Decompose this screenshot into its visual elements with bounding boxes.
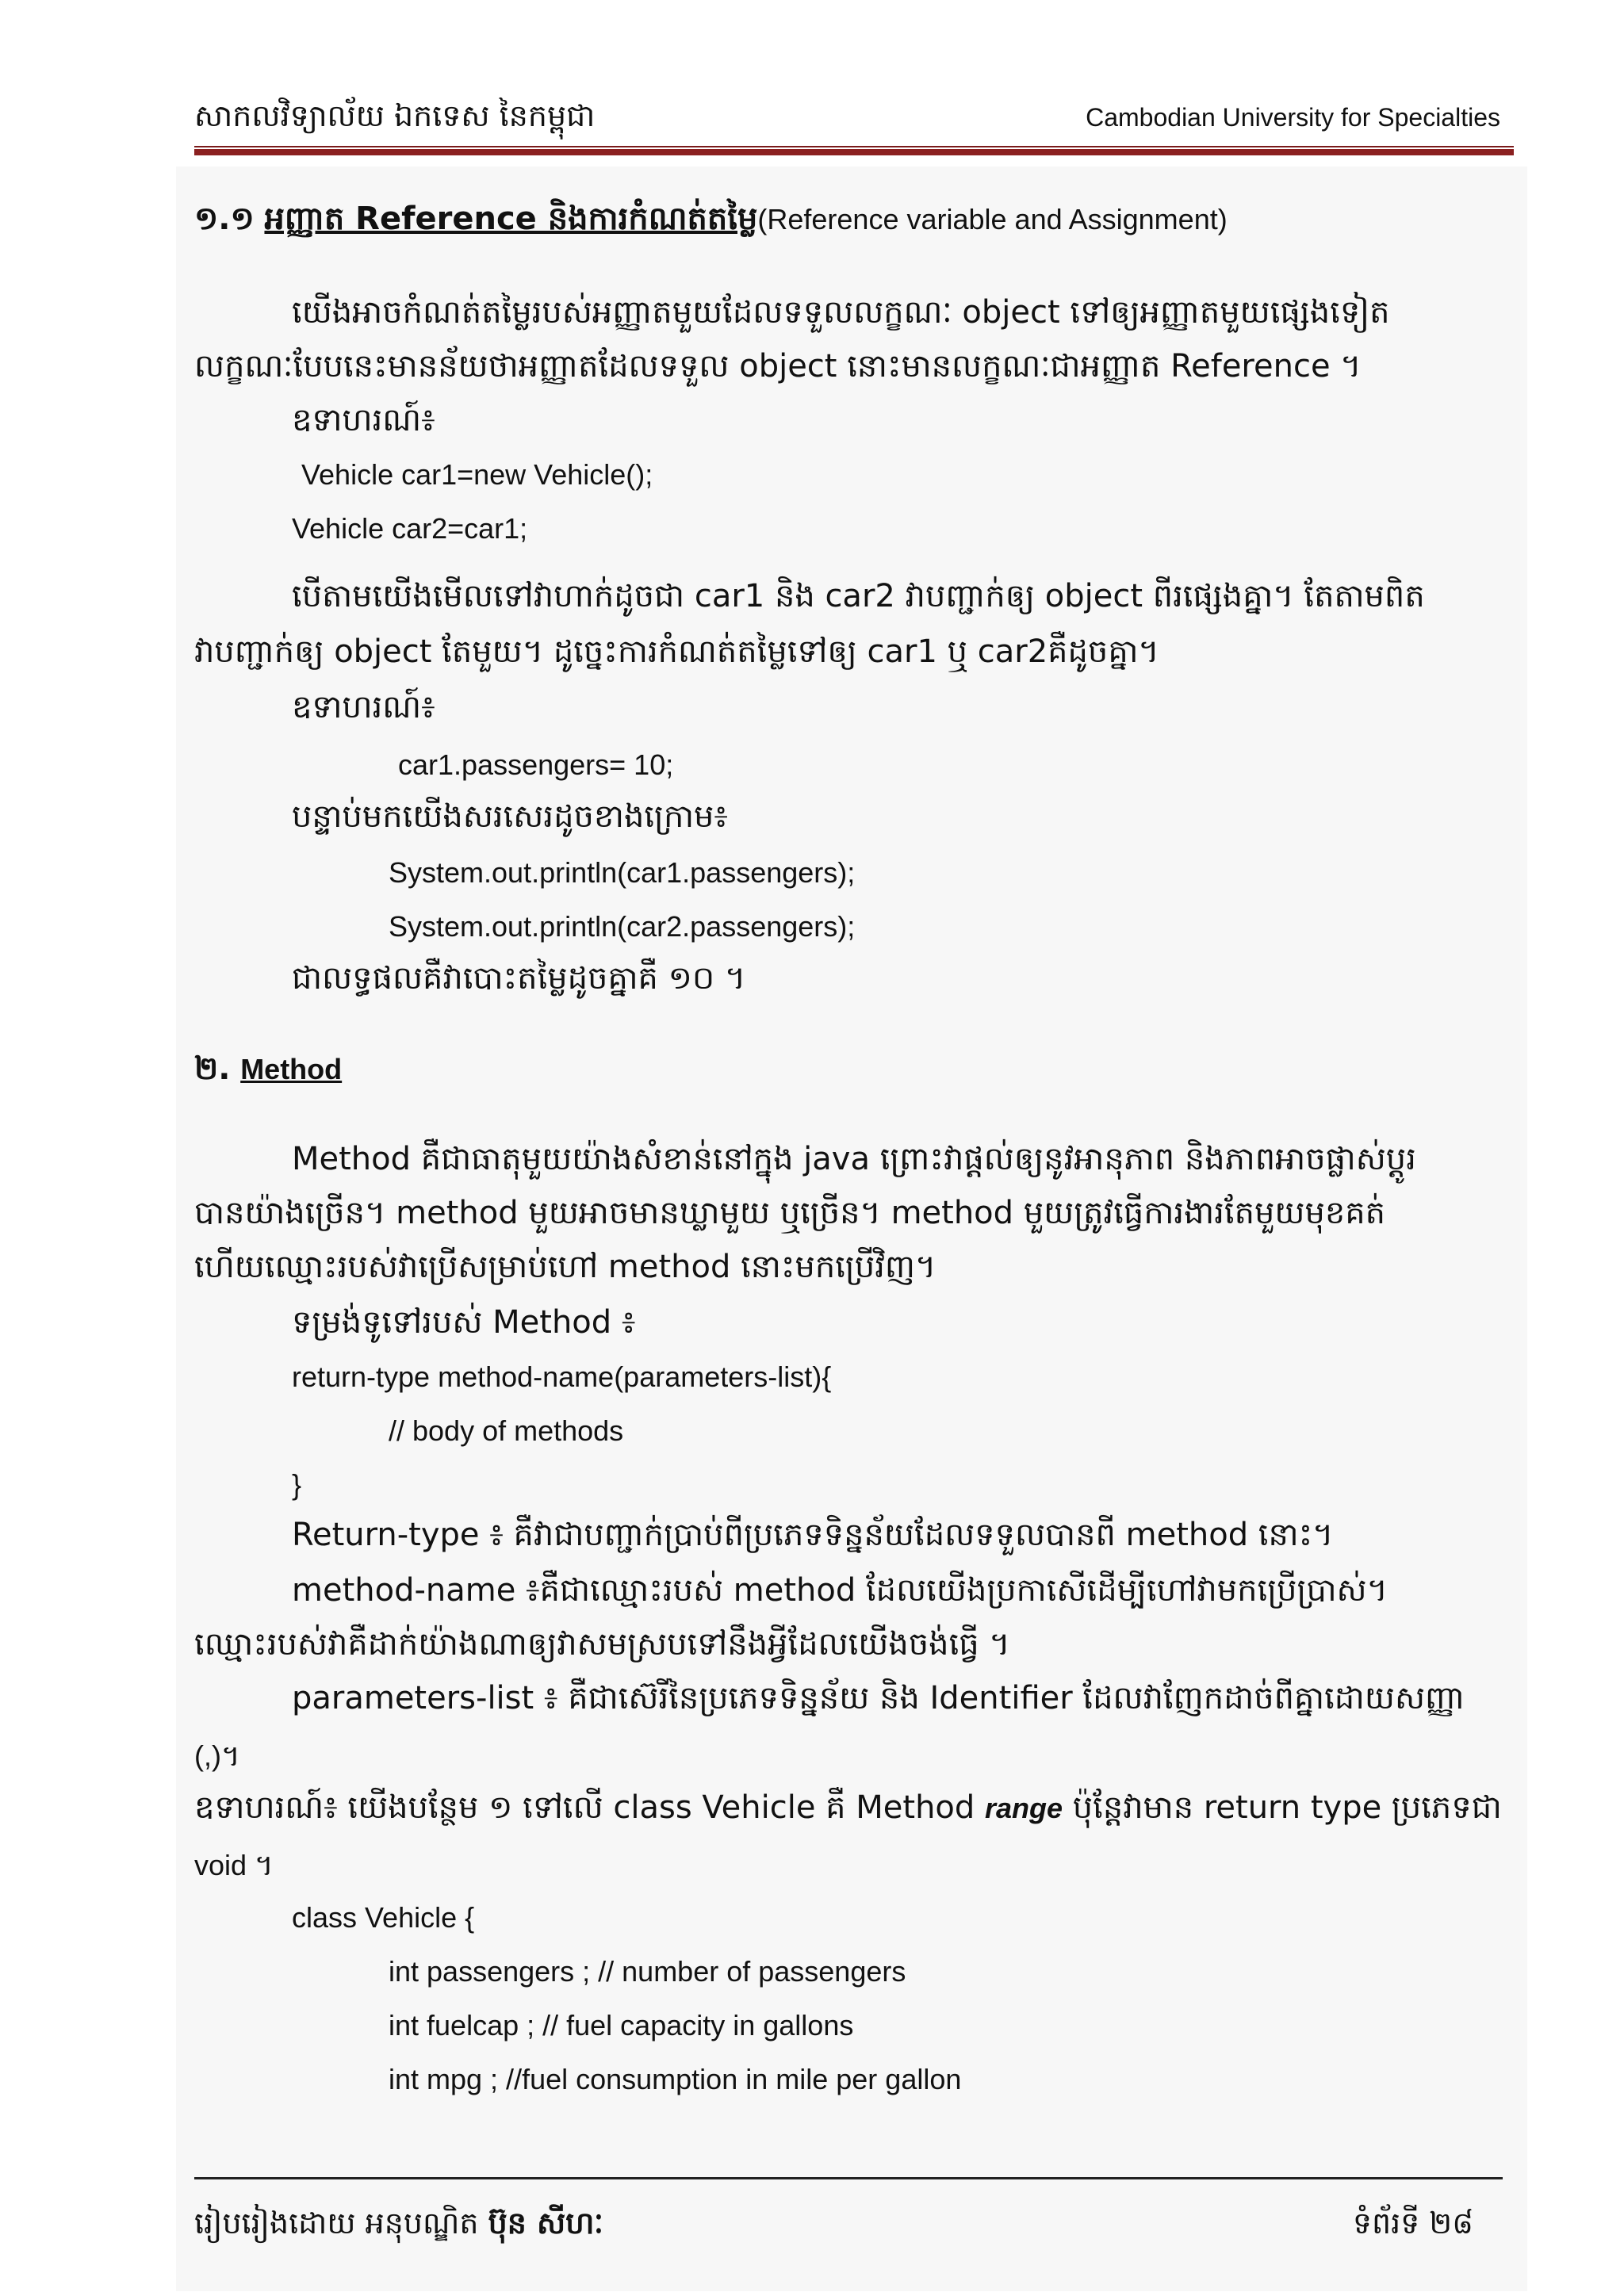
paragraph-line: ឈ្មោះរបស់វាគឺដាក់យ៉ាងណាឲ្យវាសមស្របទៅនឹងអ្វីដែលយើងចង់ធ្វើ ។ [194, 1626, 1010, 1663]
code-line: // body of methods [389, 1414, 624, 1447]
paragraph-line: លក្ខណៈបែបនេះមានន័យថាអញ្ញាតដែលទទួល object នោះមានលក្ខណៈជាអញ្ញាត Reference ។ [194, 348, 1362, 385]
section-title-kh: អញ្ញាត Reference និងការកំណត់តម្លៃ [264, 201, 758, 237]
paragraph-line: បានយ៉ាងច្រើន។ method មួយអាចមានឃ្លាមួយ ឬច្រើន។ method មួយត្រូវធ្វើការងារតែមួយមុខគត់ [194, 1195, 1386, 1231]
paragraph-line: Method គឺជាធាតុមួយយ៉ាងសំខាន់នៅក្នុង java ព្រោះវាផ្តល់ឲ្យនូវអានុភាព និងភាពអាចផ្លាស់ប្តូរ [292, 1141, 1416, 1177]
example-text: ឧទាហរណ៍៖ យើងបន្ថែម ១ ទៅលើ class Vehicle គឺ Method [194, 1789, 986, 1826]
paragraph-line: ហើយឈ្មោះរបស់វាប្រើសម្រាប់ហៅ method នោះមកប្រើវិញ។ [194, 1249, 936, 1285]
header-divider-thick [194, 149, 1514, 155]
paragraph-line: បន្ទាប់មកយើងសរសេរដូចខាងក្រោម៖ [292, 798, 728, 835]
paragraph-line: បើតាមយើងមើលទៅវាហាក់ដូចជា car1 និង car2 វាបញ្ជាក់ឲ្យ object ពីរផ្សេងគ្នា។ តែតាមពិត [292, 578, 1425, 614]
code-line: class Vehicle { [292, 1901, 475, 1934]
footer-divider [194, 2177, 1503, 2179]
header-divider-thin [194, 146, 1514, 147]
section-title: Method [240, 1053, 343, 1085]
paragraph-line: Return-type ៖ គឺវាជាបញ្ជាក់ប្រាប់ពីប្រភេទទិន្នន័យដែលទទួលបានពី method នោះ។ [292, 1517, 1334, 1553]
paragraph-line: វាបញ្ជាក់ឲ្យ object តែមួយ។ ដូច្នេះការកំណត់តម្លៃទៅឲ្យ car1 ឬ car2គឺដូចគ្នា។ [194, 633, 1159, 670]
paragraph-line: void ។ [194, 1849, 274, 1881]
section-2-heading [194, 1048, 342, 1095]
code-line: int passengers ; // number of passengers [389, 1955, 906, 1988]
example-label: ឧទាហរណ៍៖ [292, 402, 435, 438]
footer-author-prefix: រៀបរៀងដោយ អនុបណ្ឌិត [194, 2206, 488, 2241]
code-line: } [292, 1468, 302, 1501]
header-university-kh: សាកលវិទ្យាល័យ ឯកទេស នៃកម្ពុជា [194, 98, 596, 133]
paragraph-line: យើងអាចកំណត់តម្លៃរបស់អញ្ញាតមួយដែលទទួលលក្ខណៈ object ទៅឲ្យអញ្ញាតមួយផ្សេងទៀត [292, 294, 1390, 331]
paragraph-line [194, 1787, 1502, 1834]
section-number: ២. [194, 1050, 231, 1087]
header-university-en: Cambodian University for Specialties [1086, 103, 1500, 132]
code-line: int fuelcap ; // fuel capacity in gallons [389, 2009, 854, 2042]
page-number: ទំព័រទី ២៨ [1352, 2206, 1473, 2241]
section-title-en: (Reference variable and Assignment) [757, 203, 1228, 235]
paragraph-line: parameters-list ៖ គឺជាស៊េរីនៃប្រភេទទិន្នន័យ និង Identifier ដែលវាញែកដាច់ពីគ្នាដោយសញ្ញា [292, 1680, 1465, 1716]
code-line: car1.passengers= 10; [398, 748, 674, 781]
code-line: int mpg ; //fuel consumption in mile per gallon [389, 2063, 962, 2095]
code-line: System.out.println(car2.passengers); [389, 910, 856, 943]
footer-author-name: ប៊ុន សីហៈ [488, 2206, 604, 2241]
range-keyword: range [985, 1792, 1063, 1824]
section-number: ១.១ [194, 201, 255, 237]
code-line: Vehicle car2=car1; [292, 512, 528, 545]
paragraph-line: (,)។ [194, 1739, 240, 1772]
paragraph-line: method-name ៖គឺជាឈ្មោះរបស់ method ដែលយើងប្រកាសើដើម្បីហៅវាមកប្រើប្រាស់។ [292, 1572, 1388, 1609]
code-line: Vehicle car1=new Vehicle(); [301, 458, 653, 491]
code-line: System.out.println(car1.passengers); [389, 856, 856, 889]
code-line: return-type method-name(parameters-list){ [292, 1360, 832, 1393]
paragraph-line: ទម្រង់ទូទៅរបស់ Method ៖ [292, 1304, 636, 1341]
example-label: ឧទាហរណ៍៖ [292, 689, 435, 725]
section-1-1-heading [194, 198, 1228, 245]
example-text: ប៉ុន្តែវាមាន return type ប្រភេទជា [1063, 1789, 1502, 1826]
footer-author [194, 2204, 603, 2248]
paragraph-line: ជាលទ្ធផលគឺវាបោះតម្លៃដូចគ្នាគឺ ១០ ។ [292, 960, 746, 997]
